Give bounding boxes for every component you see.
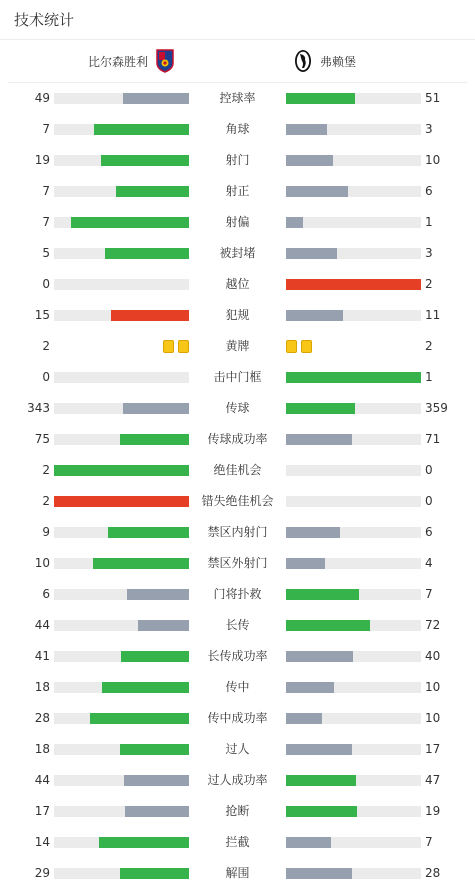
freiburg-crest-icon [294, 49, 312, 73]
home-stat-value: 0 [42, 370, 50, 384]
home-stat-value: 18 [34, 680, 50, 694]
home-stat-bar [54, 806, 189, 817]
away-stat-bar-fill [286, 279, 421, 290]
stat-row [0, 548, 475, 579]
home-stat-bar [54, 124, 189, 135]
stat-row [0, 83, 475, 114]
home-stat-bar-fill [71, 217, 189, 228]
home-stat-bar-fill [111, 310, 189, 321]
stat-label: 被封堵 [219, 246, 256, 260]
stat-row [0, 796, 475, 827]
stat-row [0, 114, 475, 145]
away-stat-bar [286, 465, 421, 476]
stat-label: 长传 [225, 618, 250, 632]
home-stat-bar [54, 558, 189, 569]
away-stat-bar [286, 806, 421, 817]
home-stat-bar-fill [123, 93, 189, 104]
home-stat-value: 15 [34, 308, 50, 322]
away-stat-bar-fill [286, 837, 331, 848]
away-stat-value: 11 [425, 308, 441, 322]
home-stat-value: 19 [34, 153, 50, 167]
home-stat-bar-fill [116, 186, 189, 197]
page-title: 技术统计 [14, 11, 75, 29]
home-stat-bar [54, 651, 189, 662]
home-stat-bar [54, 155, 189, 166]
away-stat-bar [286, 124, 421, 135]
away-stat-bar [286, 589, 421, 600]
stat-row [0, 610, 475, 641]
stat-row [0, 238, 475, 269]
stat-label: 角球 [225, 122, 250, 136]
away-stat-bar-fill [286, 310, 343, 321]
home-team[interactable] [88, 40, 174, 82]
yellow-card-icon [286, 340, 297, 353]
home-stat-bar-fill [108, 527, 189, 538]
away-stat-bar-fill [286, 372, 421, 383]
stat-row [0, 672, 475, 703]
away-stat-bar [286, 372, 421, 383]
away-stat-value: 4 [425, 556, 433, 570]
stat-row [0, 424, 475, 455]
home-stat-value: 2 [42, 339, 50, 353]
away-stat-value: 71 [425, 432, 441, 446]
home-stat-value: 7 [42, 122, 50, 136]
home-stat-bar-fill [121, 651, 189, 662]
away-stat-value: 7 [425, 587, 433, 601]
home-stat-bar [54, 248, 189, 259]
away-stat-bar-fill [286, 93, 355, 104]
away-stat-bar-fill [286, 744, 352, 755]
away-stat-value: 10 [425, 153, 441, 167]
stat-label: 犯规 [225, 308, 250, 322]
home-stat-value: 0 [42, 277, 50, 291]
home-stat-bar-fill [120, 868, 189, 879]
viktoria-plzen-crest-icon [156, 49, 174, 73]
away-stat-bar-fill [286, 868, 352, 879]
home-stat-bar-fill [93, 558, 189, 569]
away-stat-bar [286, 527, 421, 538]
home-stat-bar-fill [138, 620, 189, 631]
home-stat-bar [54, 713, 189, 724]
away-stat-bar [286, 310, 421, 321]
stat-row [0, 393, 475, 424]
away-stat-bar-fill [286, 155, 333, 166]
home-stat-bar [54, 403, 189, 414]
home-stat-bar [54, 186, 189, 197]
stat-row [0, 331, 475, 362]
away-stat-bar-fill [286, 186, 348, 197]
away-stat-value: 359 [425, 401, 448, 415]
away-team[interactable] [294, 40, 356, 82]
away-stat-bar [286, 279, 421, 290]
home-stat-value: 44 [34, 773, 50, 787]
home-stat-value: 44 [34, 618, 50, 632]
away-stat-value: 1 [425, 215, 433, 229]
away-stat-value: 0 [425, 494, 433, 508]
home-stat-bar [54, 775, 189, 786]
home-stat-value: 10 [34, 556, 50, 570]
away-stat-value: 72 [425, 618, 441, 632]
home-stat-bar [54, 310, 189, 321]
away-stat-value: 6 [425, 525, 433, 539]
stat-label: 射正 [225, 184, 250, 198]
away-stat-bar-fill [286, 434, 352, 445]
stat-row [0, 207, 475, 238]
away-stat-bar [286, 496, 421, 507]
home-stat-bar [54, 465, 189, 476]
home-stat-value: 7 [42, 184, 50, 198]
home-stat-value: 7 [42, 215, 50, 229]
home-stat-bar [54, 868, 189, 879]
stat-label: 传球成功率 [207, 432, 268, 446]
stat-label: 击中门框 [213, 370, 262, 384]
home-stat-bar [54, 372, 189, 383]
home-stat-value: 29 [34, 866, 50, 880]
stat-row [0, 765, 475, 796]
home-stat-value: 14 [34, 835, 50, 849]
away-stat-bar-fill [286, 217, 303, 228]
home-stat-bar-fill [120, 744, 189, 755]
away-stat-value: 19 [425, 804, 441, 818]
home-stat-bar [54, 279, 189, 290]
home-stat-bar [54, 496, 189, 507]
away-stat-bar-fill [286, 248, 337, 259]
away-stat-bar [286, 93, 421, 104]
away-stat-bar-fill [286, 558, 325, 569]
away-stat-bar [286, 155, 421, 166]
home-stat-bar-fill [125, 806, 189, 817]
away-stat-bar [286, 403, 421, 414]
away-stat-bar [286, 713, 421, 724]
away-stat-bar [286, 620, 421, 631]
away-stat-value: 10 [425, 680, 441, 694]
away-stat-bar-fill [286, 651, 353, 662]
stat-label: 控球率 [219, 91, 256, 105]
home-stat-value: 6 [42, 587, 50, 601]
stat-label: 绝佳机会 [213, 463, 262, 477]
away-stat-value: 17 [425, 742, 441, 756]
away-stat-bar-fill [286, 124, 327, 135]
home-stat-bar [54, 682, 189, 693]
home-stat-bar [54, 620, 189, 631]
home-stat-bar [54, 217, 189, 228]
stat-row [0, 517, 475, 548]
stat-row [0, 827, 475, 858]
home-stat-value: 75 [34, 432, 50, 446]
home-stat-value: 41 [34, 649, 50, 663]
stat-label: 越位 [225, 277, 250, 291]
home-stat-bar-fill [124, 775, 189, 786]
away-stat-value: 40 [425, 649, 441, 663]
away-stat-bar [286, 217, 421, 228]
stat-label: 射门 [225, 153, 250, 167]
stat-label: 传中 [225, 680, 250, 694]
away-stat-value: 2 [425, 277, 433, 291]
home-stat-bar-fill [94, 124, 189, 135]
away-stat-value: 6 [425, 184, 433, 198]
stat-label: 禁区外射门 [207, 556, 268, 570]
away-stat-bar-fill [286, 527, 340, 538]
stat-label: 过人成功率 [207, 773, 268, 787]
home-stat-value: 2 [42, 494, 50, 508]
stat-row [0, 145, 475, 176]
stat-label: 黄牌 [225, 339, 250, 353]
away-stat-bar [286, 186, 421, 197]
stat-row [0, 269, 475, 300]
away-stat-bar-fill [286, 713, 322, 724]
stat-row [0, 486, 475, 517]
away-stat-value: 1 [425, 370, 433, 384]
away-stat-bar-fill [286, 403, 355, 414]
stat-row [0, 734, 475, 765]
away-stat-bar-fill [286, 589, 359, 600]
stat-row [0, 455, 475, 486]
home-stat-bar-fill [120, 434, 189, 445]
away-stat-bar [286, 248, 421, 259]
stat-row [0, 176, 475, 207]
away-stat-bar [286, 744, 421, 755]
home-stat-value: 5 [42, 246, 50, 260]
home-stat-bar-fill [90, 713, 189, 724]
stat-label: 抢断 [225, 804, 250, 818]
stats-header [0, 0, 475, 40]
stat-label: 过人 [225, 742, 250, 756]
stat-row [0, 362, 475, 393]
stat-label: 门将扑救 [213, 587, 262, 601]
home-stat-bar [54, 744, 189, 755]
away-stat-value: 28 [425, 866, 441, 880]
stat-label: 传中成功率 [207, 711, 268, 725]
yellow-card-icon [163, 340, 174, 353]
away-team-name: 弗赖堡 [320, 54, 357, 69]
home-stat-value: 9 [42, 525, 50, 539]
home-stat-value: 49 [34, 91, 50, 105]
home-stat-bar-fill [123, 403, 189, 414]
teams-header [8, 40, 467, 83]
home-stat-value: 343 [27, 401, 50, 415]
home-stat-bar [54, 589, 189, 600]
home-stat-value: 2 [42, 463, 50, 477]
home-stat-bar [54, 527, 189, 538]
away-stat-value: 3 [425, 246, 433, 260]
stat-label: 解围 [225, 866, 250, 880]
away-stat-bar-fill [286, 682, 334, 693]
stat-row [0, 858, 475, 889]
home-stat-bar-fill [99, 837, 189, 848]
stat-label: 射偏 [225, 215, 250, 229]
home-stat-bar [54, 434, 189, 445]
away-stat-value: 51 [425, 91, 441, 105]
away-stat-bar [286, 558, 421, 569]
home-stat-bar-fill [102, 682, 189, 693]
away-yellow-cards [286, 340, 312, 353]
home-stat-value: 28 [34, 711, 50, 725]
away-stat-bar-fill [286, 620, 370, 631]
home-stat-bar-fill [127, 589, 189, 600]
yellow-card-icon [178, 340, 189, 353]
stat-label: 错失绝佳机会 [201, 494, 274, 508]
home-stat-bar-fill [101, 155, 189, 166]
home-team-name: 比尔森胜利 [87, 54, 148, 69]
stat-row [0, 641, 475, 672]
stat-row [0, 300, 475, 331]
stat-label: 拦截 [225, 835, 250, 849]
away-stat-bar [286, 682, 421, 693]
away-stat-value: 3 [425, 122, 433, 136]
away-stat-bar [286, 868, 421, 879]
away-stat-value: 2 [425, 339, 433, 353]
away-stat-bar [286, 837, 421, 848]
home-yellow-cards [163, 340, 189, 353]
away-stat-bar [286, 651, 421, 662]
stat-label: 禁区内射门 [207, 525, 268, 539]
stat-label: 传球 [225, 401, 250, 415]
away-stat-bar [286, 434, 421, 445]
yellow-card-icon [301, 340, 312, 353]
stats-list [0, 83, 475, 889]
away-stat-value: 47 [425, 773, 441, 787]
away-stat-bar-fill [286, 806, 357, 817]
stat-row [0, 703, 475, 734]
away-stat-value: 0 [425, 463, 433, 477]
away-stat-bar-fill [286, 775, 356, 786]
stat-row [0, 579, 475, 610]
away-stat-value: 10 [425, 711, 441, 725]
away-stat-bar [286, 775, 421, 786]
home-stat-bar [54, 837, 189, 848]
home-stat-value: 17 [34, 804, 50, 818]
home-stat-bar-fill [105, 248, 189, 259]
home-stat-bar-fill [54, 465, 189, 476]
stat-label: 长传成功率 [207, 649, 268, 663]
home-stat-bar-fill [54, 496, 189, 507]
home-stat-bar [54, 93, 189, 104]
away-stat-value: 7 [425, 835, 433, 849]
home-stat-value: 18 [34, 742, 50, 756]
